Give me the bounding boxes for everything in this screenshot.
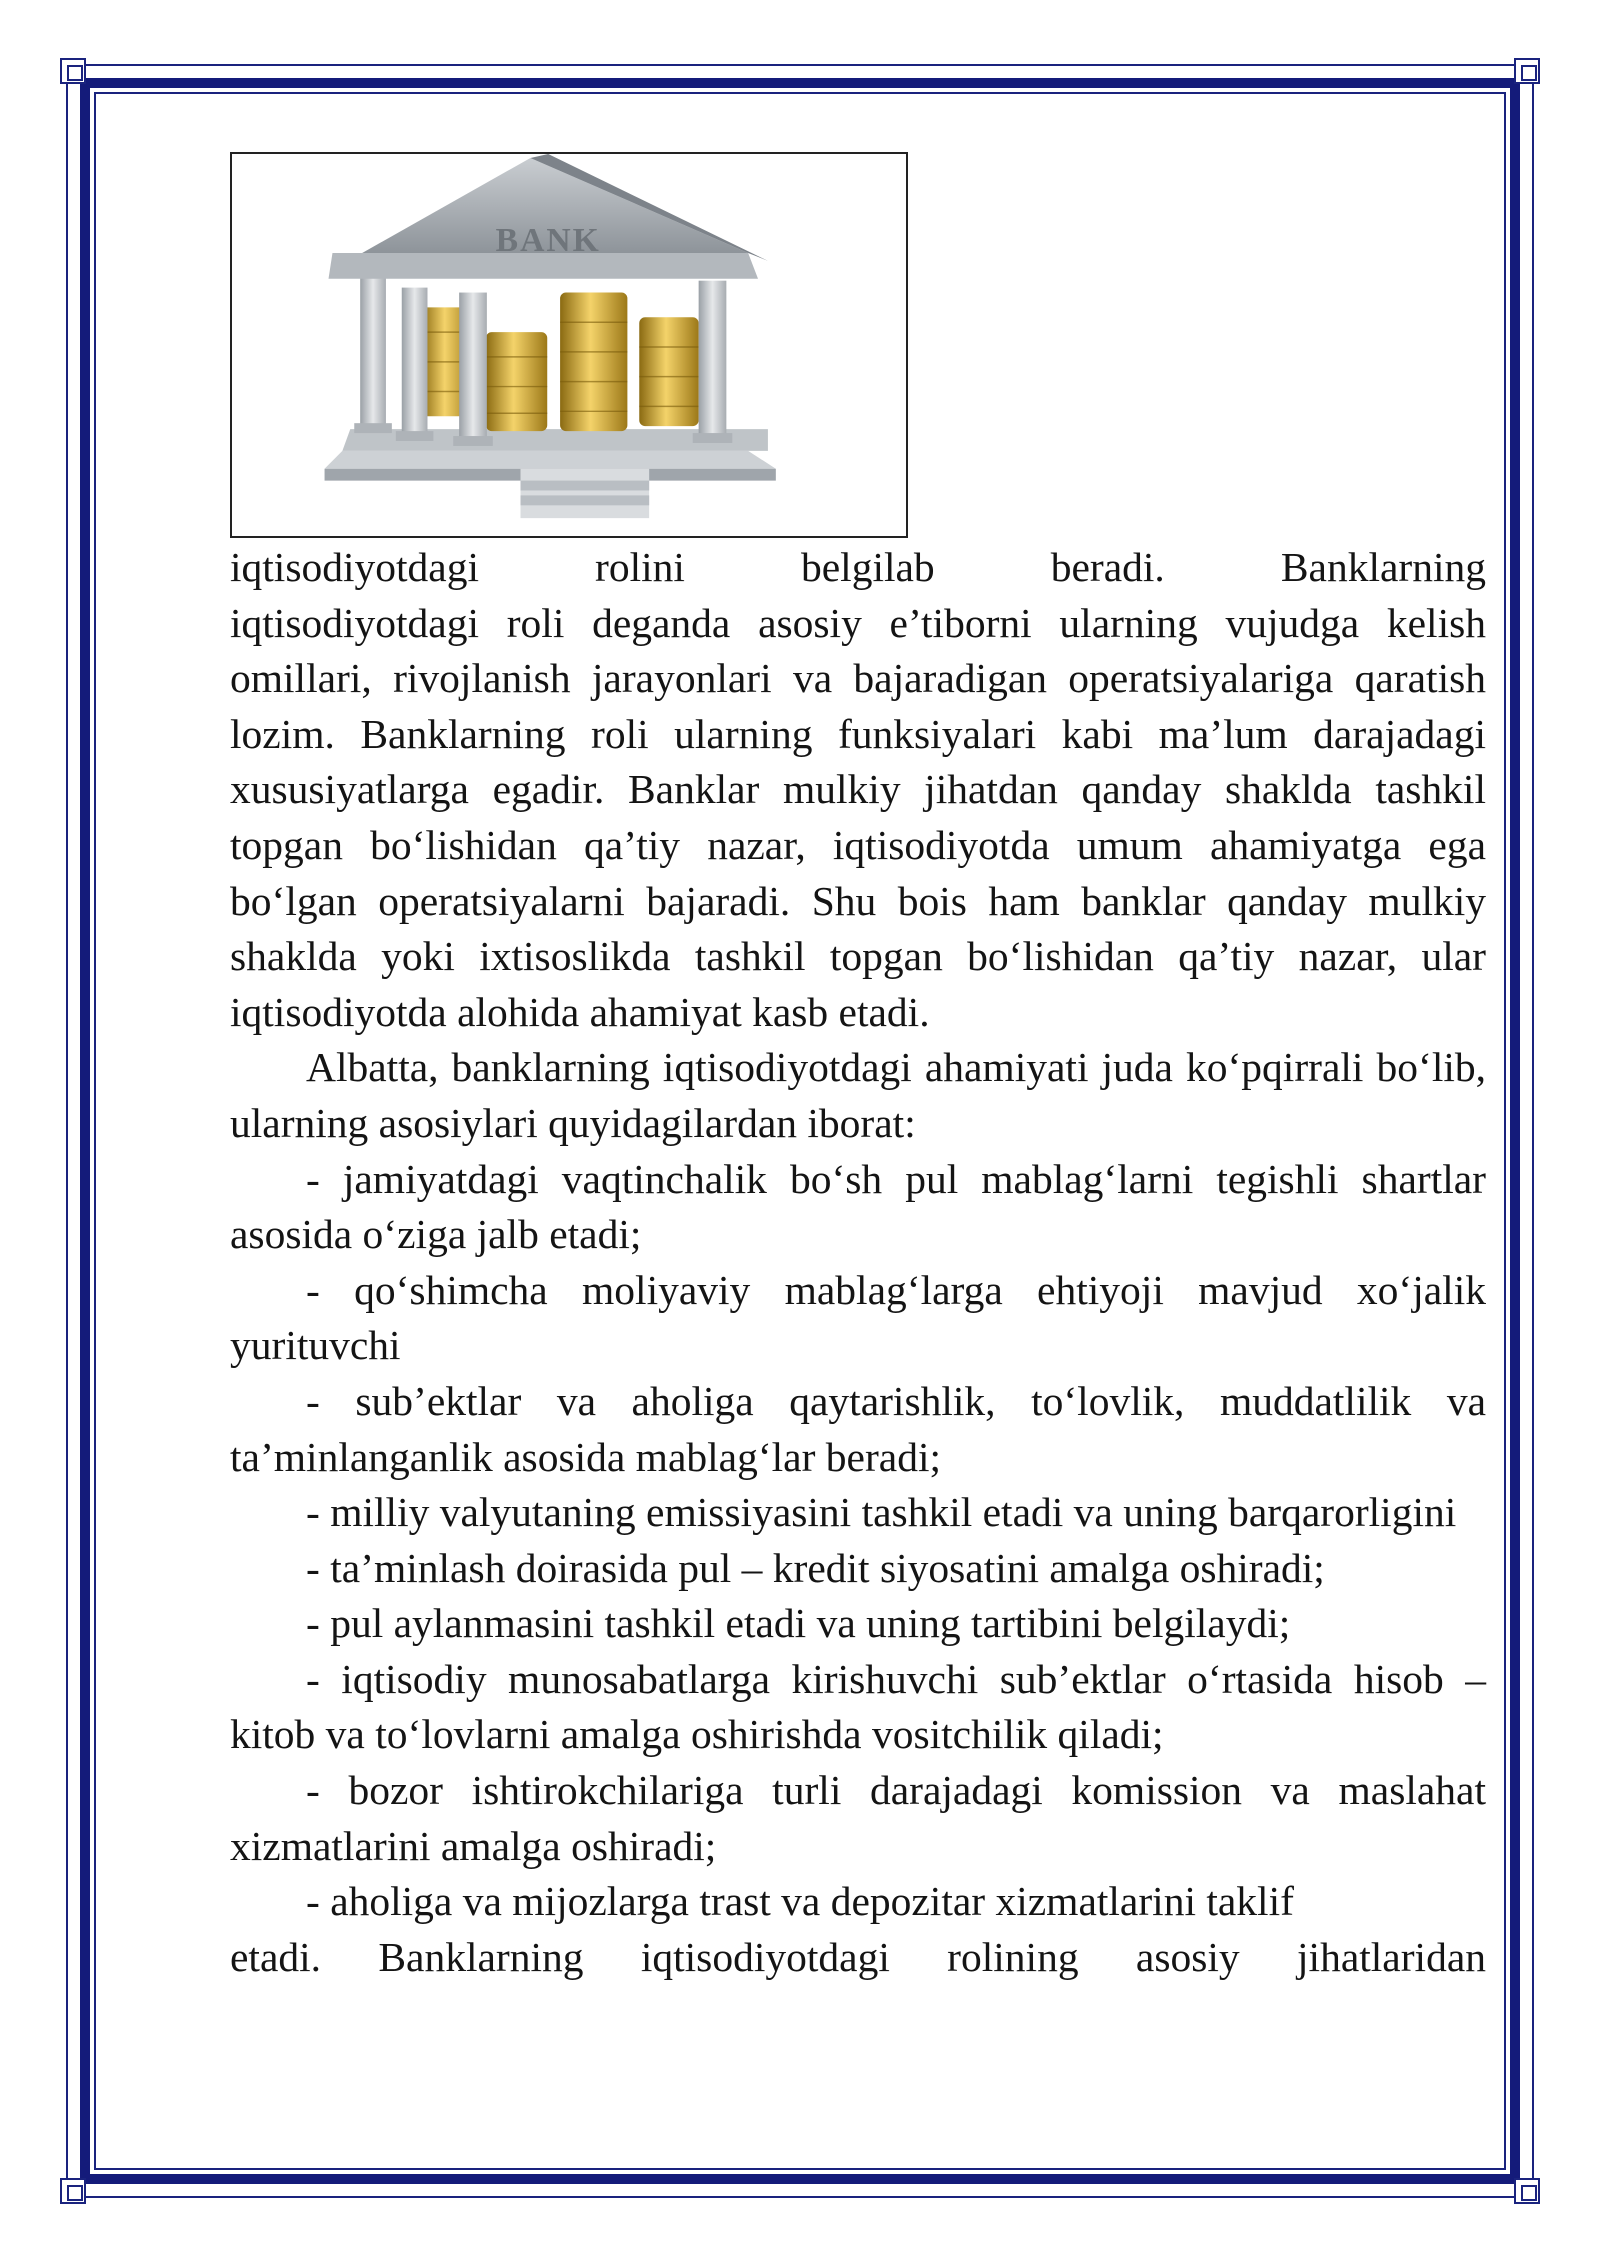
list-item: - sub’ektlar va aholiga qaytarishlik, to‘lovlik, muddatlilik va ta’minlanganlik asosida mablag‘lar beradi;	[230, 1377, 1486, 1480]
list-item: - bozor ishtirokchilariga turli darajadagi komission va maslahat xizmatlarini amalga oshiradi;	[230, 1767, 1486, 1869]
list-item: - ta’minlash doirasida pul – kredit siyosatini amalga oshiradi;	[306, 1544, 1325, 1591]
list-item: - pul aylanmasini tashkil etadi va uning tartibini belgilaydi;	[306, 1600, 1291, 1647]
paragraph-line: iqtisodiyotdagi rolini belgilab beradi. Banklarning	[230, 544, 1486, 590]
list-item: - qo‘shimcha moliyaviy mablag‘larga ehtiyoji mavjud xo‘jalik yurituvchi	[230, 1266, 1486, 1369]
border-corner-ornament	[1514, 58, 1540, 84]
border-corner-ornament	[60, 2178, 86, 2204]
bank-building-image	[230, 152, 908, 538]
list-item: - jamiyatdagi vaqtinchalik bo‘sh pul mablag‘larni tegishli shartlar asosida o‘ziga jalb etadi;	[230, 1155, 1486, 1258]
border-corner-ornament	[1514, 2178, 1540, 2204]
list-item: - iqtisodiy munosabatlarga kirishuvchi sub’ektlar o‘rtasida hisob – kitob va to‘lovlarni amalga oshirishda vositchilik qiladi;	[230, 1655, 1486, 1758]
border-corner-ornament	[60, 58, 86, 84]
list-item: - aholiga va mijozlarga trast va depozitar xizmatlarini taklif	[306, 1878, 1294, 1925]
paragraph-line: etadi. Banklarning iqtisodiyotdagi rolining asosiy jihatlaridan	[230, 1933, 1486, 1980]
list-item: - milliy valyutaning emissiyasini tashkil etadi va uning barqarorligini	[306, 1489, 1457, 1536]
bank-sign-text: BANK	[495, 221, 601, 259]
paragraph: Albatta, banklarning iqtisodiyotdagi ahamiyati juda ko‘pqirrali bo‘lib, ularning asosiylari quyidagilardan iborat:	[230, 1044, 1486, 1146]
document-body	[230, 540, 1486, 1985]
paragraph: iqtisodiyotdagi roli deganda asosiy e’tiborni ularning vujudga kelish omillari, rivojlanish jarayonlari va bajaradigan operatsiyalariga qaratish lozim. Banklarning roli ularning funksiyalari kabi ma’lum darajadagi xususiyatlarga egadir. Banklar mulkiy jihatdan qanday shaklda tashkil topgan bo‘lishidan qa’tiy nazar, iqtisodiyotda umum ahamiyatga ega bo‘lgan operatsiyalarni bajaradi. Shu bois ham banklar qanday mulkiy shaklda yoki ixtisoslikda tashkil topgan bo‘lishidan qa’tiy nazar, ular iqtisodiyotda alohida ahamiyat kasb etadi.	[230, 599, 1486, 1035]
